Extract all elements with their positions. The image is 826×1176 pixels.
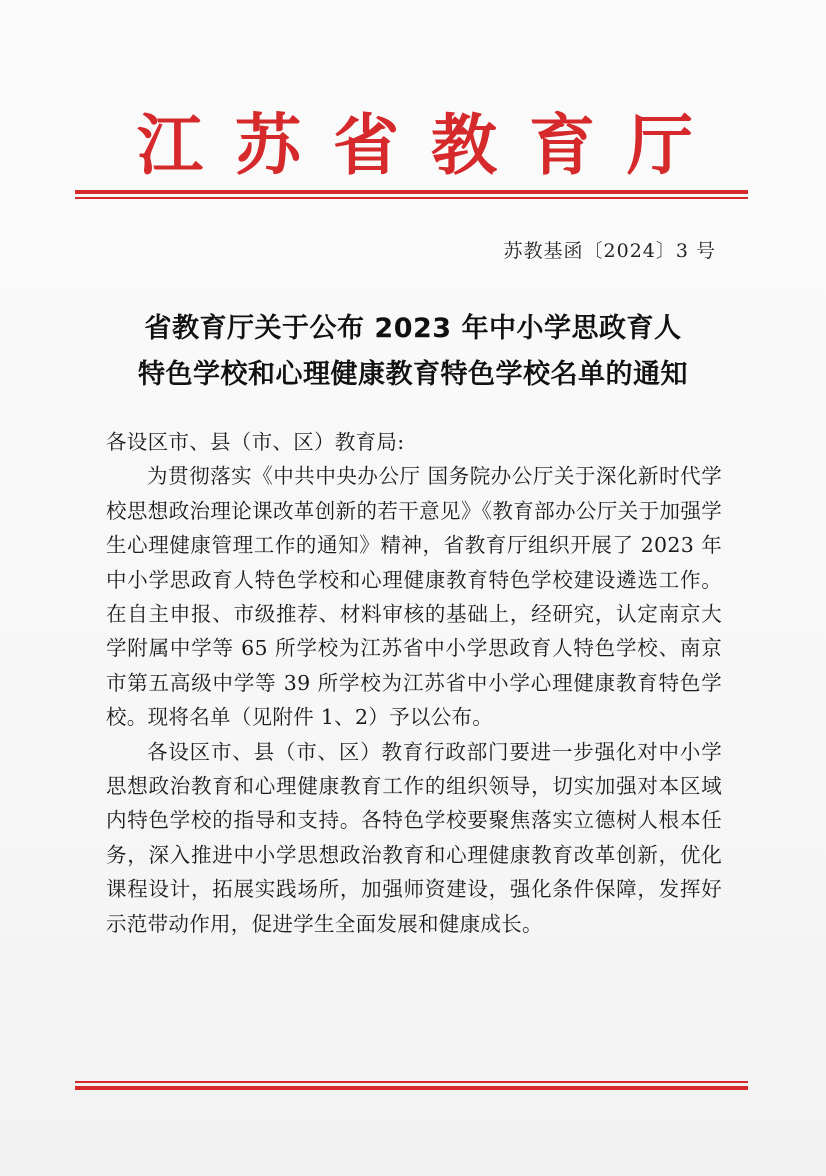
letterhead-char: 厅 (627, 107, 693, 184)
document-title (80, 306, 746, 398)
document-body (106, 425, 722, 941)
letterhead-title (75, 106, 753, 186)
title-line-1: 省教育厅关于公布 2023 年中小学思政育人 (144, 313, 682, 344)
letterhead-char: 教 (431, 107, 497, 184)
footer-rule-thin (75, 1081, 748, 1083)
letterhead-char: 育 (529, 107, 595, 184)
letterhead-rule-thin (75, 197, 748, 199)
footer-rule-thick (75, 1086, 748, 1090)
title-line-2: 特色学校和心理健康教育特色学校名单的通知 (138, 359, 688, 390)
letterhead-char: 江 (137, 107, 203, 184)
letterhead-char: 省 (333, 107, 399, 184)
letterhead-rule-thick (75, 190, 748, 194)
salutation: 各设区市、县（市、区）教育局: (106, 430, 405, 454)
body-paragraph-2: 各设区市、县（市、区）教育行政部门要进一步强化对中小学思想政治教育和心理健康教育工作的组织领导，切实加强对本区域内特色学校的指导和支持。各特色学校要聚焦落实立德树人根本任务，深入推进中小学思想政治教育和心理健康教育改革创新，优化课程设计，拓展实践场所，加强师资建设，强化条件保障，发挥好示范带动作用，促进学生全面发展和健康成长。 (106, 739, 722, 936)
body-paragraph-1: 为贯彻落实《中共中央办公厅 国务院办公厅关于深化新时代学校思想政治理论课改革创新的若干意见》《教育部办公厅关于加强学生心理健康管理工作的通知》精神，省教育厅组织开展了 2023 年中小学思政育人特色学校和心理健康教育特色学校建设遴选工作。在自主申报、市级推荐、材料审核的基础上，经研究，认定南京大学附属中学等 65 所学校为江苏省中小学思政育人特色学校、南京市第五高级中学等 39 所学校为江苏省中小学心理健康教育特色学校。现将名单（见附件 1、2）予以公布。 (106, 464, 722, 730)
document-number: 苏教基函〔2024〕3 号 (503, 240, 716, 262)
letterhead-char: 苏 (235, 107, 301, 184)
